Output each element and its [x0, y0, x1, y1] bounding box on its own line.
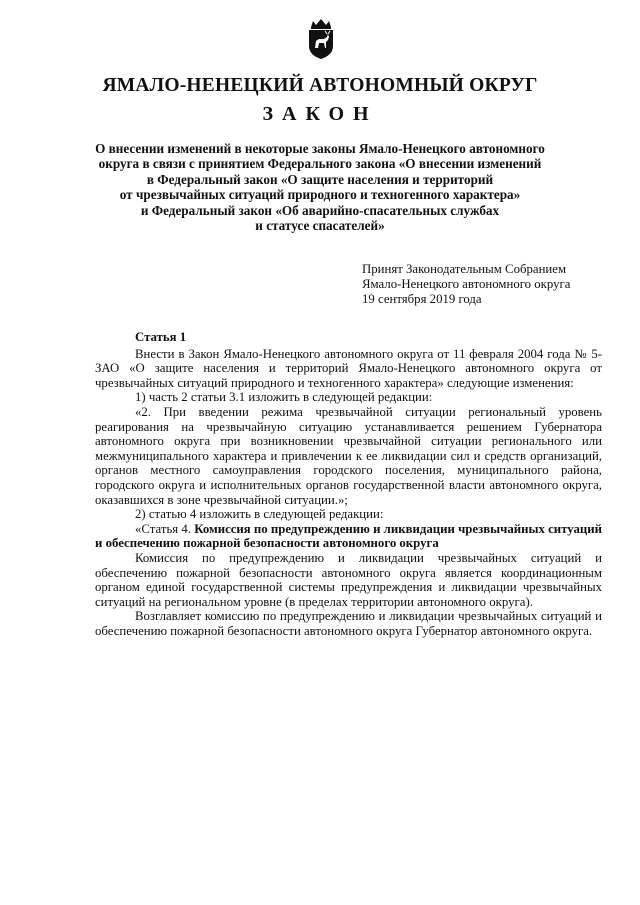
title-line: и Федеральный закон «Об аварийно-спасательных службах [140, 202, 500, 218]
title-line: в Федеральный закон «О защите населения и территорий [146, 171, 494, 187]
article-heading: Статья 1 [135, 330, 187, 344]
adoption-note [362, 262, 570, 308]
adoption-date: 19 сентября 2019 года [362, 292, 482, 307]
region-name: ЯМАЛО-НЕНЕЦКИЙ АВТОНОМНЫЙ ОКРУГ [102, 75, 538, 96]
coat-of-arms-icon [303, 18, 339, 60]
document-type: ЗАКОН [262, 103, 378, 125]
title-line: от чрезвычайных ситуаций природного и техногенного характера» [119, 187, 521, 203]
amendment-item-2: 2) статью 4 изложить в следующей редакции: [135, 507, 384, 522]
article-1 [95, 330, 602, 638]
law-title [80, 141, 560, 233]
amendment-item-1: 1) часть 2 статьи 3.1 изложить в следующей редакции: [135, 390, 433, 405]
title-line: округа в связи с принятием Федерального закона «О внесении изменений [98, 156, 542, 172]
article-intro: Внести в Закон Ямало-Ненецкого автономного округа от 11 февраля 2004 года № 5-ЗАО «О защите населения и территорий Ямало-Ненецкого автономного округа от чрезвычайных ситуаций природного и техногенного характера» следующие изменения: [95, 346, 602, 390]
adoption-line: Принят Законодательным Собранием [362, 262, 567, 276]
article-4-paragraph-1: Комиссия по предупреждению и ликвидации чрезвычайных ситуаций и обеспечению пожарной безопасности автономного округа является координационным органом единой государственной системы предупреждения и ликвидации чрезвычайных ситуаций на региональном уровне (в пределах территории автономного округа). [95, 550, 602, 609]
title-line: и статусе спасателей» [255, 218, 385, 234]
article-4-heading [95, 522, 602, 551]
adoption-line: Ямало-Ненецкого автономного округа [362, 277, 571, 292]
article-4-prefix: «Статья 4. [135, 521, 195, 536]
amendment-item-1-text: «2. При введении режима чрезвычайной ситуации региональный уровень реагирования на чрезвычайную ситуацию устанавливается решением Губернатора автономного округа при возникновении чрезвычайной ситуации регионального или межмуниципального характера и привлечении к ее ликвидации сил и средств организаций, органов местного самоуправления городского поселения, муниципального района, городского округа и исполнительных органов государственной власти автономного округа, оказавшихся в зоне чрезвычайной ситуации.»; [95, 404, 602, 507]
title-line: О внесении изменений в некоторые законы Ямало-Ненецкого автономного [95, 141, 545, 156]
article-4-title: Комиссия по предупреждению и ликвидации чрезвычайных ситуаций и обеспечению пожарной безопасности автономного округа [95, 521, 603, 551]
article-4-paragraph-2: Возглавляет комиссию по предупреждению и ликвидации чрезвычайных ситуаций и обеспечению пожарной безопасности автономного округа Губернатор автономного округа. [95, 609, 602, 638]
